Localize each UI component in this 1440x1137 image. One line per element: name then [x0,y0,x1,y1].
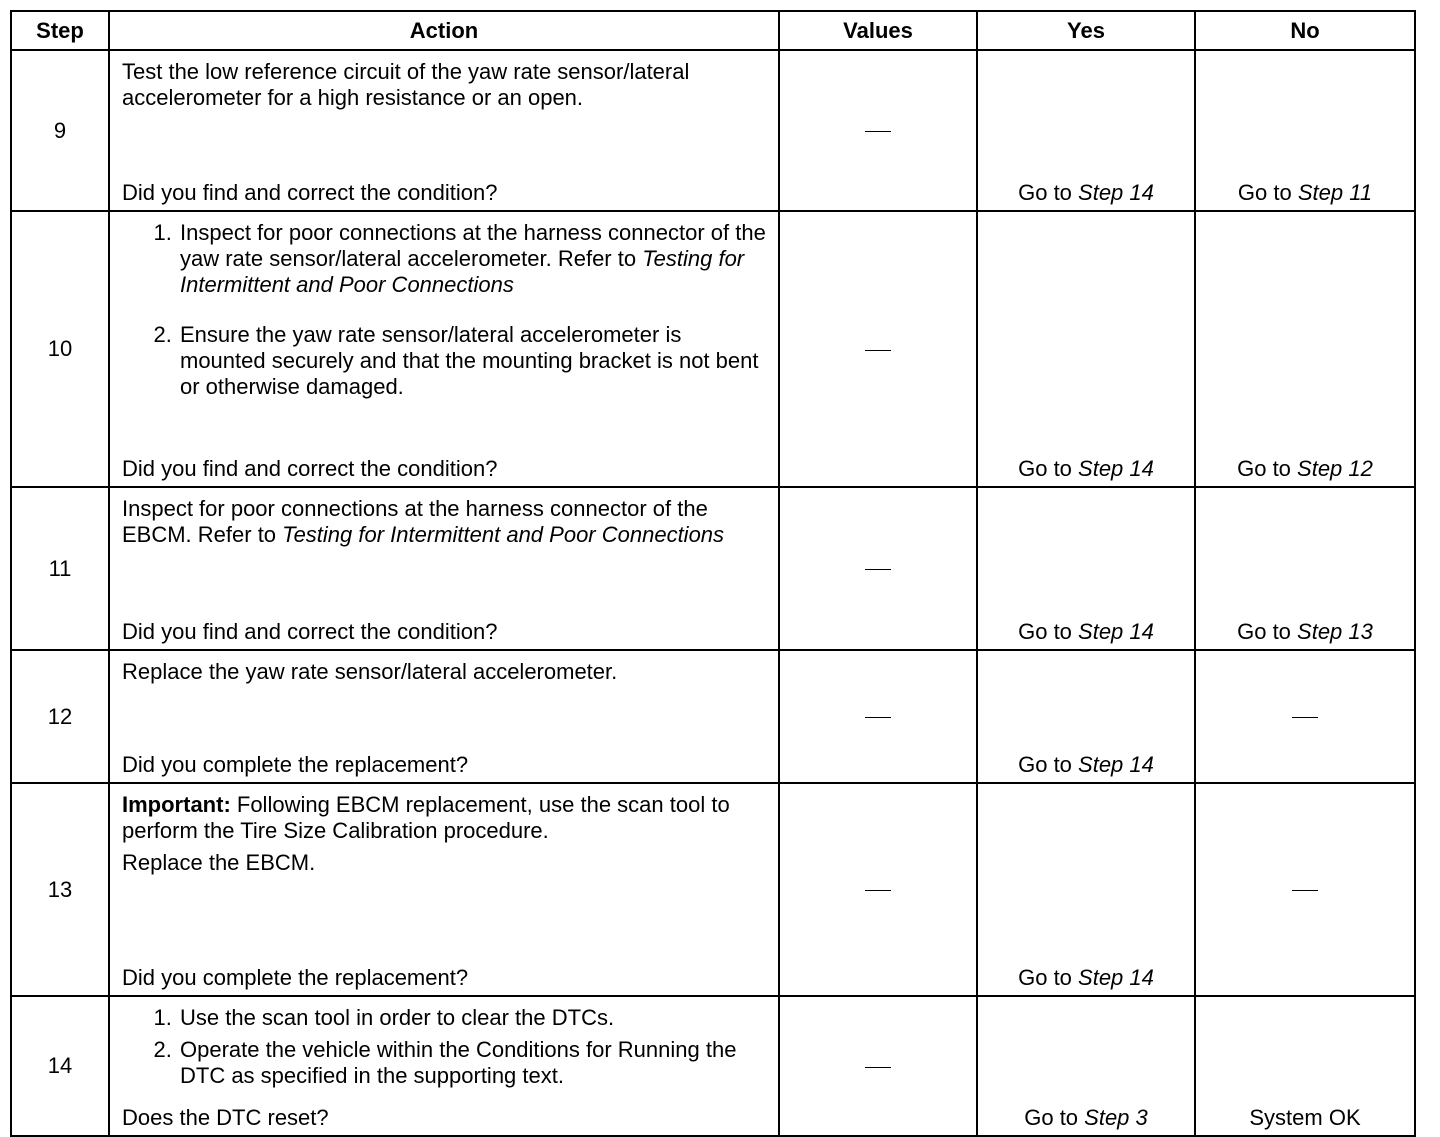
values-cell [779,50,977,211]
important-label: Important: [122,792,231,817]
no-dash [1292,717,1318,718]
step-number: 11 [11,487,109,650]
values-cell [779,650,977,783]
yes-cell [977,487,1195,650]
action-cell [109,211,779,487]
no-step-ref: Step 11 [1297,180,1373,205]
action-cell [109,650,779,783]
step-number: 14 [11,996,109,1136]
table-row [11,996,1415,1136]
header-yes: Yes [977,11,1195,50]
action-question: Did you find and correct the condition? [122,619,498,644]
values-cell [779,996,977,1136]
yes-prefix: Go to [1024,1105,1085,1130]
no-cell [1195,650,1415,783]
action-question: Does the DTC reset? [122,1105,329,1130]
step-number: 10 [11,211,109,487]
values-dash [865,569,891,570]
yes-step-ref: Step 14 [1078,752,1154,777]
values-dash [865,717,891,718]
table-row [11,487,1415,650]
yes-step-ref: Step 14 [1078,965,1154,990]
action-list-item: 1. Use the scan tool in order to clear the DTCs. [178,1005,768,1031]
action-list-item: 2. Ensure the yaw rate sensor/lateral accelerometer is mounted securely and that the mounting bracket is not bent or otherwise damaged. [178,322,768,400]
yes-step-ref: Step 14 [1078,456,1154,481]
action-question: Did you complete the replacement? [122,965,469,990]
important-note: Important: Following EBCM replacement, use the scan tool to perform the Tire Size Calibration procedure. [122,792,730,843]
action-list [122,1005,768,1095]
yes-prefix: Go to [1018,752,1079,777]
yes-prefix: Go to [1018,965,1079,990]
step-number: 13 [11,783,109,996]
action-text: Replace the yaw rate sensor/lateral accelerometer. [122,659,618,684]
no-cell [1195,50,1415,211]
header-no: No [1195,11,1415,50]
values-dash [865,350,891,351]
no-prefix: Go to [1237,619,1298,644]
no-prefix: Go to [1237,180,1298,205]
yes-cell [977,50,1195,211]
values-cell [779,487,977,650]
no-step-ref: Step 12 [1297,456,1373,481]
no-cell [1195,783,1415,996]
action-text: Inspect for poor connections at the harness connector of the EBCM. Refer to Testing for Intermittent and Poor Connections [122,496,725,547]
table-row [11,783,1415,996]
action-question: Did you complete the replacement? [122,752,469,777]
action-cell [109,996,779,1136]
yes-cell [977,650,1195,783]
values-dash [865,890,891,891]
values-dash [865,131,891,132]
action-text: Replace the EBCM. [122,850,316,875]
diagnostic-table-frame [10,10,1414,1137]
yes-step-ref: Step 3 [1084,1105,1148,1130]
no-prefix: Go to [1237,456,1298,481]
reference-link: Testing for Intermittent and Poor Connections [180,246,745,297]
header-values: Values [779,11,977,50]
diagnostic-table [10,10,1416,1137]
header-row [11,11,1415,50]
action-cell [109,783,779,996]
table-row [11,50,1415,211]
action-question: Did you find and correct the condition? [122,456,498,481]
action-list [122,220,768,406]
no-cell [1195,211,1415,487]
table-row [11,650,1415,783]
yes-prefix: Go to [1018,456,1079,481]
yes-cell [977,783,1195,996]
reference-link: Testing for Intermittent and Poor Connections [282,522,725,547]
yes-step-ref: Step 14 [1078,619,1154,644]
step-number: 9 [11,50,109,211]
header-step: Step [11,11,109,50]
no-cell [1195,487,1415,650]
action-list-item: 2. Operate the vehicle within the Conditions for Running the DTC as specified in the supporting text. [178,1037,768,1089]
yes-prefix: Go to [1018,180,1079,205]
values-cell [779,211,977,487]
no-dash [1292,890,1318,891]
yes-cell [977,211,1195,487]
table-row [11,211,1415,487]
step-number: 12 [11,650,109,783]
action-list-item: 1. Inspect for poor connections at the harness connector of the yaw rate sensor/lateral accelerometer. Refer to Testing for Intermittent and Poor Connections [178,220,768,298]
values-dash [865,1067,891,1068]
values-cell [779,783,977,996]
action-cell [109,50,779,211]
action-question: Did you find and correct the condition? [122,180,498,205]
yes-step-ref: Step 14 [1078,180,1154,205]
yes-cell [977,996,1195,1136]
no-step-ref: Step 13 [1297,619,1373,644]
action-cell [109,487,779,650]
header-action: Action [109,11,779,50]
no-cell: System OK [1195,996,1415,1136]
yes-prefix: Go to [1018,619,1079,644]
action-text: Test the low reference circuit of the yaw rate sensor/lateral accelerometer for a high resistance or an open. [122,59,690,110]
